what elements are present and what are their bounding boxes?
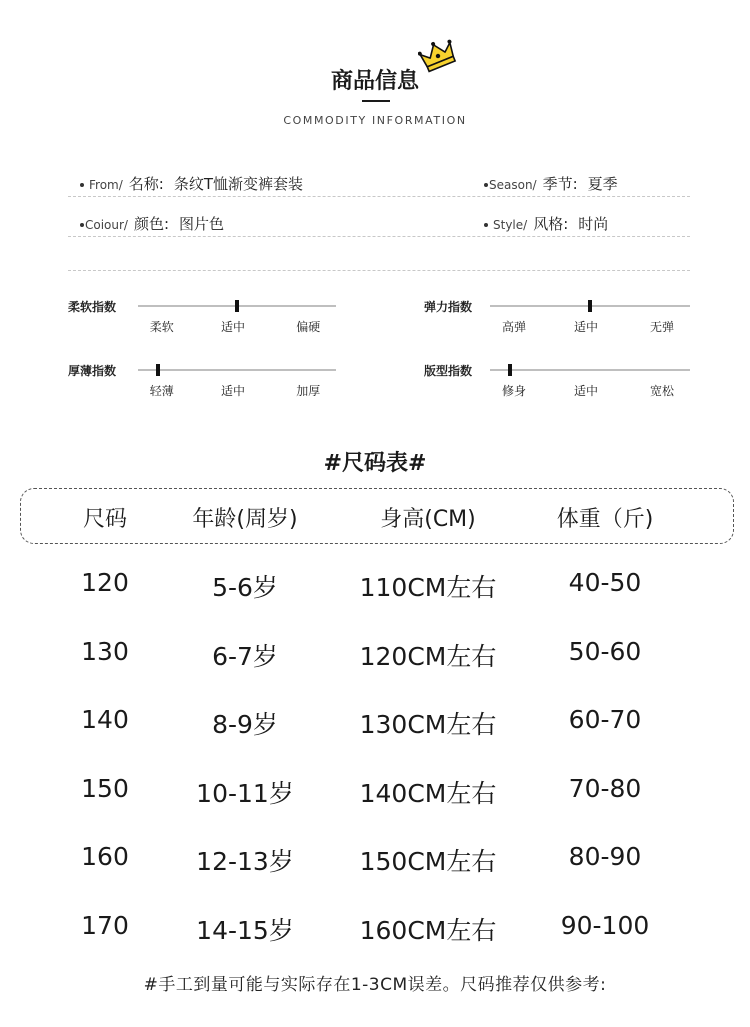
table-cell: 170: [81, 910, 129, 940]
scale-marker: [156, 364, 160, 376]
dotted-divider: [68, 236, 690, 237]
size-table-title: #尺码表#: [323, 451, 427, 476]
table-cell: 80-90: [568, 842, 642, 871]
header-height: 身高(CM): [380, 507, 476, 532]
table-cell: 14-15岁: [196, 915, 294, 945]
info-value: 条纹T恤渐变裤套装: [173, 175, 304, 193]
dotted-divider: [68, 196, 690, 197]
table-cell: 130: [81, 636, 129, 666]
scale-option: 适中: [573, 320, 598, 334]
table-cell: 60-70: [568, 705, 642, 734]
table-cell: 50-60: [568, 636, 642, 666]
info-label: 名称:: [128, 175, 164, 193]
info-style: [484, 213, 608, 234]
table-cell: 140: [81, 705, 129, 734]
scale-option: 适中: [221, 384, 246, 398]
header-age: 年龄(周岁): [192, 507, 298, 532]
scale-label: 弹力指数: [424, 300, 473, 314]
info-value: 时尚: [578, 215, 609, 233]
scale-track: [490, 369, 690, 371]
table-cell: 150CM左右: [359, 847, 497, 876]
scale-option: 宽松: [649, 384, 674, 398]
page-title: 商品信息: [330, 69, 419, 94]
title-underline: [362, 100, 390, 102]
info-season: [484, 173, 618, 194]
bullet-icon: [80, 183, 84, 187]
scale-option: 柔软: [149, 320, 174, 334]
table-cell: 160: [81, 842, 129, 871]
crown-icon: [418, 38, 458, 74]
table-cell: 160CM左右: [359, 915, 497, 945]
info-en: From/: [89, 178, 123, 192]
dotted-divider: [68, 270, 690, 271]
table-cell: 5-6岁: [212, 573, 278, 602]
info-en: Coiour/: [85, 218, 128, 232]
scale-option: 偏硬: [296, 320, 321, 334]
info-value: 夏季: [587, 175, 618, 193]
scale-option: 适中: [573, 384, 598, 398]
table-cell: 10-11岁: [196, 778, 294, 808]
info-label: 颜色:: [133, 215, 170, 233]
info-label: 风格:: [533, 215, 569, 233]
table-cell: 110CM左右: [359, 573, 497, 602]
info-value: 图片色: [179, 215, 225, 233]
scale-label: 柔软指数: [68, 300, 117, 314]
scale-option: 无弹: [649, 320, 674, 334]
table-cell: 8-9岁: [212, 710, 278, 739]
scale-option: 高弹: [501, 320, 526, 334]
table-cell: 6-7岁: [212, 641, 278, 671]
bullet-icon: [80, 223, 84, 227]
scale-track: [138, 369, 336, 371]
scale-option: 加厚: [296, 384, 321, 398]
bullet-icon: [484, 183, 488, 187]
table-cell: 12-13岁: [196, 847, 294, 876]
info-en: Season/: [489, 178, 537, 192]
scale-option: 修身: [501, 384, 526, 398]
info-colour: [80, 213, 224, 234]
table-cell: 130CM左右: [359, 710, 497, 739]
info-from: [80, 173, 303, 194]
scale-label: 版型指数: [424, 364, 473, 378]
scale-option: 轻薄: [149, 384, 174, 398]
footnote: #手工到量可能与实际存在1-3CM误差。尺码推荐仅供参考:: [143, 975, 607, 995]
table-cell: 120: [81, 568, 129, 597]
scale-marker: [588, 300, 592, 312]
info-label: 季节:: [542, 175, 578, 193]
table-cell: 140CM左右: [359, 778, 497, 808]
info-en: Style/: [493, 218, 528, 232]
header-weight: 体重（斤): [556, 507, 654, 532]
table-cell: 150: [81, 773, 129, 803]
bullet-icon: [484, 223, 488, 227]
table-cell: 40-50: [568, 568, 642, 597]
table-cell: 120CM左右: [359, 641, 497, 671]
table-cell: 70-80: [568, 773, 642, 803]
header-size: 尺码: [82, 507, 127, 532]
table-cell: 90-100: [560, 910, 650, 940]
page-subtitle: COMMODITY INFORMATION: [283, 114, 467, 127]
scale-marker: [508, 364, 512, 376]
scale-marker: [235, 300, 239, 312]
scale-option: 适中: [221, 320, 246, 334]
scale-label: 厚薄指数: [68, 364, 117, 378]
